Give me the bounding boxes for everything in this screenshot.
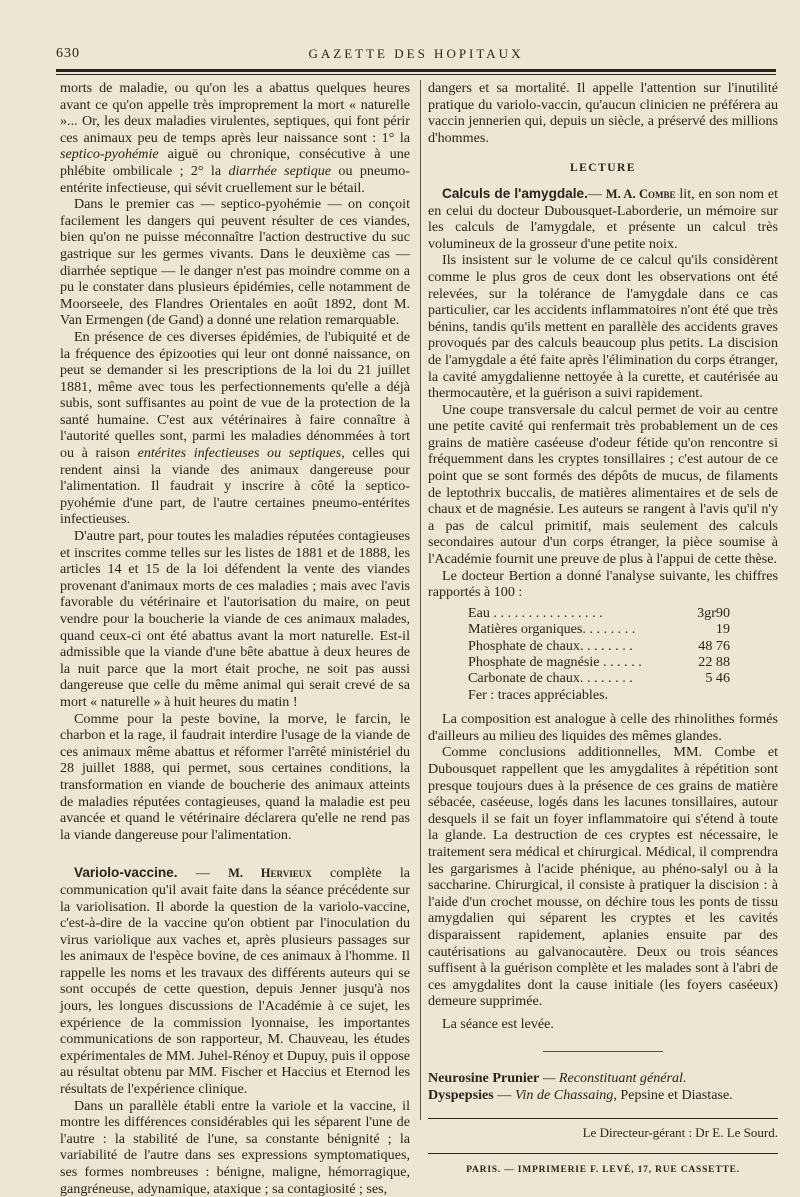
analysis-table xyxy=(468,605,730,703)
advertisement: Neurosine Prunier — Reconstituant général. xyxy=(428,1069,687,1086)
advertisements xyxy=(428,1070,778,1104)
paragraph: Une coupe transversale du calcul permet de voir au centre une petite cavité qui renfermait très probablement un de ces grains de matière caséeuse d'odeur fétide qu'on rencontre si fréquemment dans les cryptes tonsillaires ; c'est autour de ce point que se sont formés des dépôts de mucus, de filaments de leptothrix buccalis, de matières alimentaires et de sels de chaux et de magnésie. Les auteurs se rangent à l'avis qu'il n'y a pas de calcul primitif, mais seulement des calculs secondaires autour d'un corps étranger, la pièce soumise à l'Académie fournit une preuve de plus à l'appui de cette thèse. xyxy=(428,401,778,568)
analysis-note: Fer : traces appréciables. xyxy=(468,686,609,703)
paragraph: En présence de ces diverses épidémies, de l'ubiquité et de la fréquence des épizooties qui leur ont donné naissance, on peut se demander si les prescriptions de la loi du 21 juillet 1881, même avec tous les perfectionnements qu'elle a déjà subis, sont suffisantes au point de vue de la protection de la santé humaine. C'est aux vétérinaires à faire connaître à l'autorité quelles sont, parmi les maladies dénommées à tort ou à raison entérites infectieuses ou septiques, celles qui rendent ainsi la viande des animaux dangereuse pour l'alimentation. Il faudrait y inscrire à côté la septico-pyohémie d'une part, de l'autre certaines pneumo-entérites infectieuses. xyxy=(60,328,410,528)
header-rule-thick xyxy=(56,69,776,72)
paragraph: dangers et sa mortalité. Il appelle l'attention sur l'inutilité pratique du variolo-vaccin, qu'aucun clinicien ne préférera au vaccin jennerien qui, depuis un siècle, a préservé des millions d'hommes. xyxy=(428,80,778,146)
paragraph: D'autre part, pour toutes les maladies réputées contagieuses et inscrites comme telles sur les listes de 1881 et de 1888, les articles 14 et 15 de la loi défendent la vente des viandes provenant d'animaux morts de ces maladies ; mais avec l'avis favorable du vétérinaire et l'autorisation du maire, on peut vendre pour la boucherie la viande de ces animaux malades, quand ceux-ci ont été abattus avant la mort naturelle. Est-il admissible que la viande d'une bête abattue à deux heures de la nuit parce que la mort était proche, ne soit pas aussi dangereuse que celle du même animal qui serait crevé de sa mort « naturelle » à huit heures du matin ! xyxy=(60,528,410,710)
paragraph: La composition est analogue à celle des rhinolithes formés d'ailleurs au milieu des liquides des mêmes glandes. xyxy=(428,711,778,744)
paragraph: morts de maladie, ou qu'on les a abattus quelques heures avant ce qu'on appelle très improprement la mort « naturelle »... Or, les deux maladies virulentes, septiques, qui font périr ces animaux peu de temps après leur naissance sont : 1° la septico-pyohémie aiguë ou chronique, consécutive à une phlébite ombilicale ; 2° la diarrhée septique ou pneumo-entérite infectieuse, qui sévit cruellement sur le bétail. xyxy=(60,80,410,196)
analysis-row: Eau . . . . . . . . . . . . . . . . 3gr90 xyxy=(468,604,730,621)
section-label: LECTURE xyxy=(569,162,637,175)
analysis-row: Phosphate de magnésie . . . . . . 22 88 xyxy=(468,654,730,671)
column-divider xyxy=(420,80,421,1120)
right-column xyxy=(428,80,778,1178)
separator-rule xyxy=(428,1118,778,1119)
paragraph: Comme pour la peste bovine, la morve, le farcin, le charbon et la rage, il faudrait interdire l'usage de la viande de ces animaux même abattus et réformer l'arrêté ministériel du 28 juillet 1888, qui permet, sous certaines conditions, la transformation en viande de boucherie des animaux atteints de maladies réputées contagieuses, quand la maladie est peu avancée et quand le vétérinaire déclarera qu'elle ne rend pas la viande dangereuse pour l'alimentation. xyxy=(60,710,410,843)
separator-rule xyxy=(543,1051,663,1052)
advertisement: Dyspepsies — Vin de Chassaing, Pepsine et Diastase. xyxy=(428,1086,733,1103)
author-name: M. A. Combe xyxy=(605,186,676,201)
paragraph: Dans un parallèle établi entre la variole et la vaccine, il montre les différences considérables qui les séparent l'une de l'autre : la stabilité de l'une, sa constante bénignité ; la variabilité de l'autre dans ses expressions symptomatiques, ses formes nombreuses : bénigne, maligne, hémorragique, gangréneuse, adynamique, ataxique ; sa contagiosité ; ses, xyxy=(60,1097,410,1197)
paragraph: Le docteur Bertion a donné l'analyse suivante, les chiffres rapportés à 100 : xyxy=(428,567,778,601)
analysis-row: Phosphate de chaux. . . . . . . . 48 76 xyxy=(468,637,730,654)
article-variolo-vaccine: Variolo-vaccine. — M. Hervieux complète la communication qu'il avait faite dans la séance précédente sur la variolisation. Il aborde la question de la variolo-vaccine, c'est-à-dire de la vaccine qu'on obtient par l'inoculation du virus variolique aux vaches et, après plusieurs passages sur les animaux de l'espèce bovine, de ces animaux à l'homme. Il rappelle les noms et les travaux des différents auteurs qui se sont occupés de cette question, depuis Jenner jusqu'à nos jours, les longues discussions de l'Académie à ce sujet, les expérience de la commission lyonnaise, les importantes communications de son rapporteur, M. Chauveau, les études expérimentales de MM. Juhel-Rénoy et Dupuy, puis il oppose au résultat obtenu par MM. Fischer et Haccius et Eternod les résultats de l'expérience clinique. xyxy=(60,865,411,1098)
journal-title: GAZETTE DES HOPITAUX xyxy=(308,46,524,61)
running-head xyxy=(56,46,776,66)
analysis-row: Matières organiques. . . . . . . . 19 xyxy=(468,621,730,638)
closing-line: La séance est levée. xyxy=(442,1015,554,1032)
article-calculs-amygdale: Calculs de l'amygdale.— M. A. Combe lit, en son nom et en celui du docteur Dubousquet-Laborderie, un mémoire sur les calculs de l'amygdale, et présente un calcul très volumineux de la grosseur d'une petite noix. xyxy=(428,185,778,252)
header-rule-thin xyxy=(56,74,776,75)
analysis-row: Carbonate de chaux. . . . . . . . 5 46 xyxy=(468,670,730,687)
paragraph: Ils insistent sur le volume de ce calcul qu'ils considèrent comme le plus gros de ceux dont les observations ont été relevées, sur la tolérance de l'amygdale dans ce cas particulier, car les accidents inflammatoires n'ont été que très bénins, tandis qu'ils mettent en parallèle des accidents graves provoqués par des calculs beaucoup plus petits. La discision de l'amygdale a été faite après l'élimination du corps étranger, la cavité amygdalienne nettoyée à la curette, et cautérisée au thermocautère, et la guérison a suivi rapidement. xyxy=(428,252,778,402)
article-heading: Calculs de l'amygdale. xyxy=(442,185,588,201)
article-heading: Variolo-vaccine. xyxy=(74,865,178,881)
left-column xyxy=(60,80,410,1197)
page-number: 630 xyxy=(56,46,80,61)
paragraph: Dans le premier cas — septico-pyohémie — on conçoit facilement les dangers qui peuvent résulter de ces viandes, bien qu'on ne puisse méconnaître l'action destructive du suc gastrique sur les germes vivants. Dans le deuxième cas — diarrhée septique — le danger n'est pas moindre comme on a pu le constater dans plusieurs épidémies, celle notamment de Moorseele, des Flandres Orientales en août 1892, dont M. Van Ermengen (de Gand) a donné une relation remarquable. xyxy=(60,196,410,329)
printer-imprint: PARIS. — IMPRIMERIE F. LEVÉ, 17, RUE CASSETTE. xyxy=(428,1153,778,1179)
paragraph: Comme conclusions additionnelles, MM. Combe et Dubousquet rappellent que les amygdalites à répétition sont presque toujours dues à la présence de ces grains de matière sébacée, caséeuse, logés dans les lacunes tonsillaires, autour desquels il se fait un foyer inflammatoire qui s'étend à toute la glande. La destruction de ces cryptes est nécessaire, le traitement sera médical et chirurgical. Médical, il comprendra les gargarismes à l'acide phénique, au phéno-salyl ou à la saccharine. Chirurgical, il consiste à pratiquer la discision : à l'aide d'un crochet mousse, on déchire tous les ponts de tissu amygdalien qui séparent les cryptes et les cavités disparaissent rapidement, aplanies ensuite par des cautérisations au galvanocautère. Deux ou trois séances suffisent à la guérison complète et les malades sont à l'abri de ces amygdalites dont la cause initiale (les foyers caséeux) demeure supprimée. xyxy=(428,744,778,1010)
director-signature: Le Directeur-gérant : Dr E. Le Sourd. xyxy=(582,1124,778,1140)
author-name: M. Hervieux xyxy=(228,866,312,881)
